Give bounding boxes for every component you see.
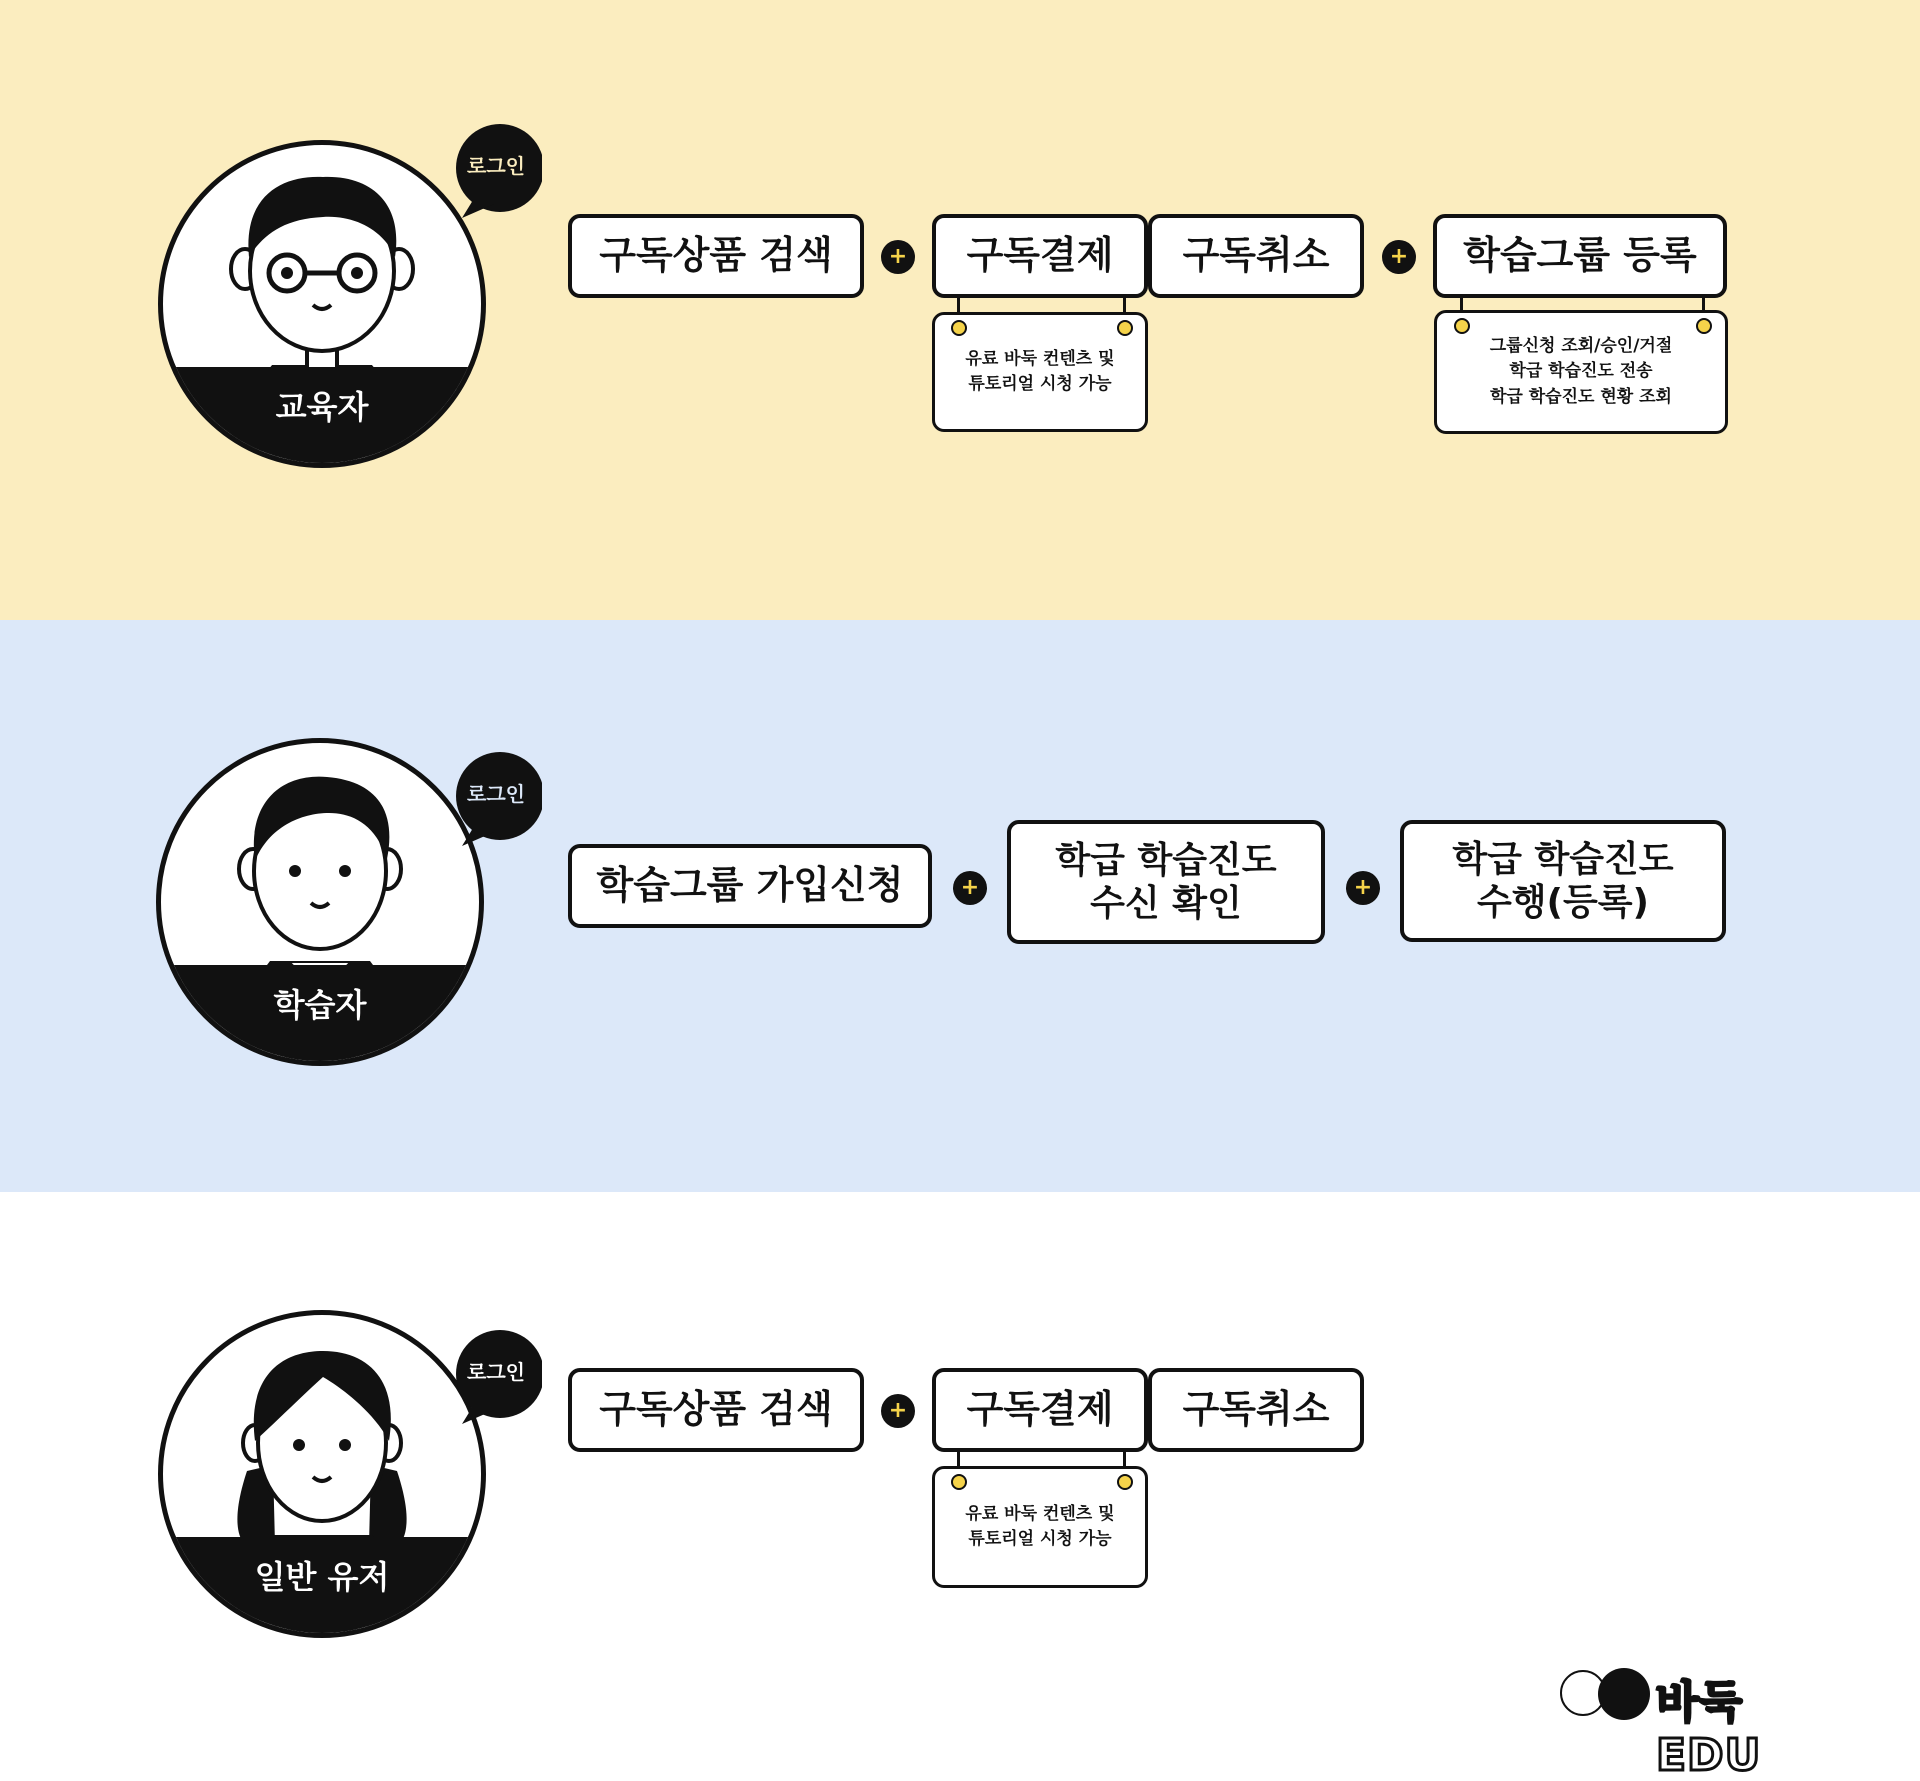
- role-label: 교육자: [163, 367, 481, 463]
- role-label: 일반 유저: [163, 1537, 481, 1633]
- step-perform-progress[interactable]: 학급 학습진도 수행(등록): [1400, 820, 1726, 942]
- note-line: 학급 학습진도 현황 조회: [1490, 386, 1672, 407]
- note-line: 튜토리얼 시청 가능: [968, 1529, 1112, 1549]
- plus-icon: +: [1346, 871, 1380, 905]
- pin-icon: [1696, 318, 1712, 334]
- note-line: 그룹신청 조회/승인/거절: [1489, 335, 1673, 356]
- teacher-row: [0, 0, 1920, 620]
- plus-icon: +: [881, 240, 915, 274]
- step-join-group[interactable]: 학습그룹 가입신청: [568, 844, 932, 928]
- note-line: 튜토리얼 시청 가능: [968, 374, 1112, 394]
- brand-logo: [1560, 1664, 1840, 1781]
- pin-icon: [1117, 320, 1133, 336]
- step-subscribe-payment[interactable]: 구독결제: [932, 1368, 1148, 1452]
- pin-icon: [1454, 318, 1470, 334]
- step-subscribe-payment[interactable]: 구독결제: [932, 214, 1148, 298]
- brand-logo-text: 바둑EDU: [1656, 1677, 1762, 1781]
- step-search-product[interactable]: 구독상품 검색: [568, 214, 864, 298]
- login-bubble-text: 로그인: [467, 782, 525, 806]
- plus-icon: +: [1382, 240, 1416, 274]
- pin-icon: [951, 320, 967, 336]
- pin-icon: [1117, 1474, 1133, 1490]
- step-subscribe-cancel[interactable]: 구독취소: [1148, 1368, 1364, 1452]
- login-bubble: [450, 122, 542, 214]
- note-group: [1434, 310, 1728, 434]
- learner-avatar: [156, 738, 484, 1066]
- note-line: 유료 바둑 컨텐츠 및: [965, 1503, 1115, 1524]
- login-bubble-text: 로그인: [467, 154, 525, 178]
- role-label: 학습자: [161, 965, 479, 1061]
- step-register-group[interactable]: 학습그룹 등록: [1433, 214, 1727, 298]
- plus-icon: +: [953, 871, 987, 905]
- plus-icon: +: [881, 1394, 915, 1428]
- step-subscribe-cancel[interactable]: 구독취소: [1148, 214, 1364, 298]
- go-stone-black-icon: [1598, 1668, 1650, 1720]
- note-line: 학급 학습진도 전송: [1509, 361, 1653, 382]
- login-bubble: [450, 1328, 542, 1420]
- step-receive-progress[interactable]: 학급 학습진도 수신 확인: [1007, 820, 1325, 944]
- step-search-product[interactable]: 구독상품 검색: [568, 1368, 864, 1452]
- login-bubble: [450, 750, 542, 842]
- learner-row: [0, 620, 1920, 1192]
- note-line: 유료 바둑 컨텐츠 및: [965, 348, 1115, 369]
- teacher-avatar: [158, 140, 486, 468]
- user-avatar: [158, 1310, 486, 1638]
- login-bubble-text: 로그인: [467, 1360, 525, 1384]
- pin-icon: [951, 1474, 967, 1490]
